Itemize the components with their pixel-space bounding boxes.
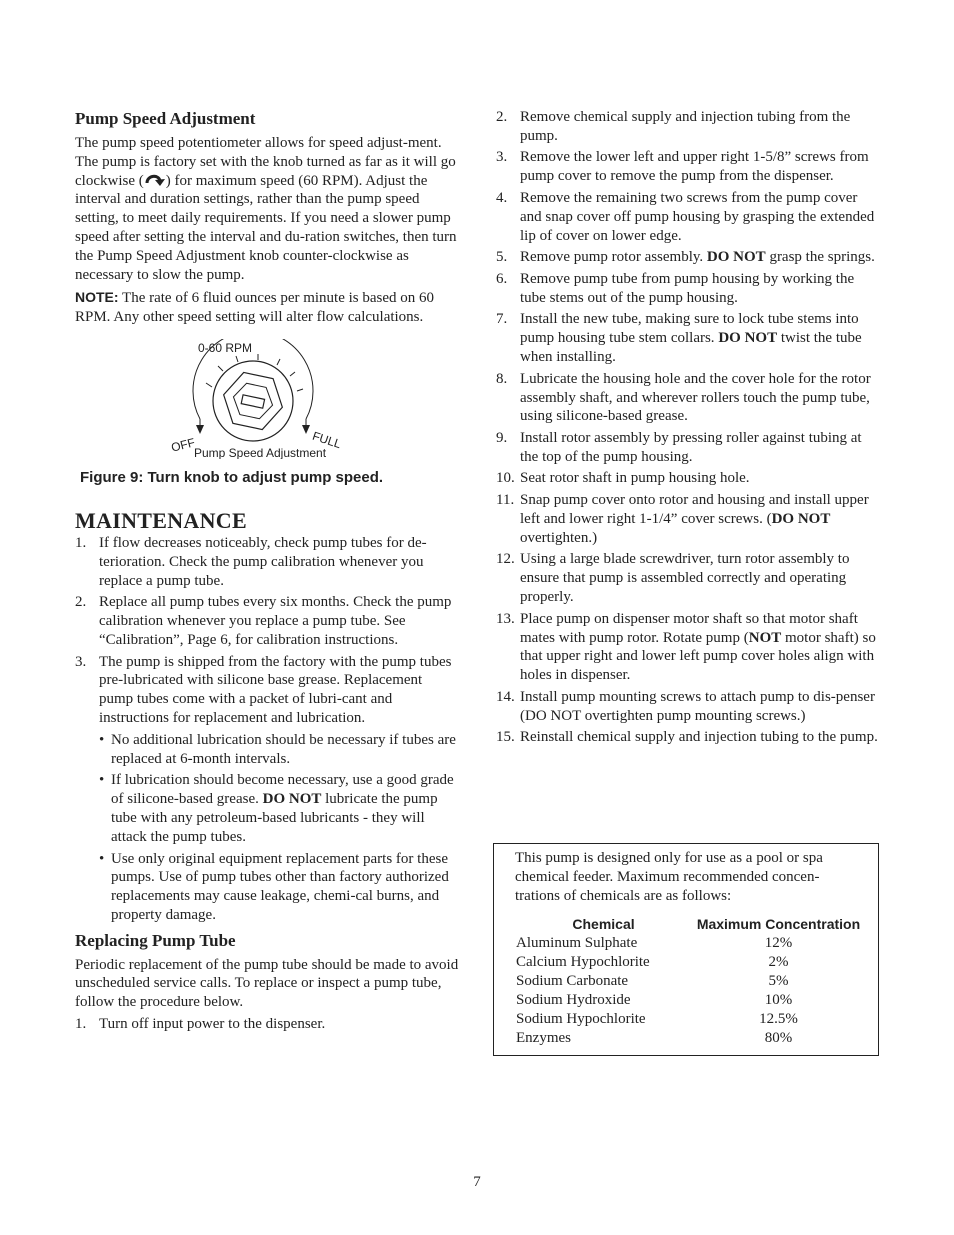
step-number: 9.: [496, 429, 508, 446]
step-number: 12.: [496, 551, 515, 568]
max-cell: 10%: [764, 992, 793, 1008]
step-number: 14.: [496, 688, 515, 705]
step-number: 7.: [496, 311, 508, 328]
right-column: [496, 108, 881, 750]
step-emphasis: DO NOT: [706, 249, 766, 266]
step-text: Turn off input power to the dispenser.: [99, 1016, 326, 1033]
chemical-cell: Sodium Carbonate: [516, 973, 629, 989]
step-item: [496, 270, 881, 308]
step-text: Install pump mounting screws to attach pump to dis-penser (DO NOT overtighten pump mounting screws.): [520, 688, 875, 724]
bullet-text: lubricate the pump tube with any petroleum-based lubricants - they will attack the pump tubes.: [111, 791, 438, 845]
table-row: [516, 972, 866, 991]
step-item: [75, 1015, 460, 1034]
pump-speed-text-a: The pump speed potentiometer allows for speed adjust-ment. The pump is factory set with the knob turned as far as it will go clockwise (: [75, 135, 456, 189]
table-header-row: [516, 915, 866, 934]
step-number: 4.: [496, 189, 508, 206]
pump-speed-heading: Pump Speed Adjustment: [75, 109, 256, 128]
bullet-item: • Use only original equipment replacement parts for these pumps. Use of pump tubes other than factory authorized replacements may cause leakage, chemi-cal burns, and property damage.: [99, 850, 460, 925]
step-item: [496, 610, 881, 685]
step-text: Snap pump cover onto rotor and housing and install upper left and lower right 1-1/4” cover screws. (: [520, 492, 869, 527]
step-text: Remove the remaining two screws from the pump cover and snap cover off pump housing by grasping the extended lip of cover on lower edge.: [520, 189, 875, 244]
step-text: Remove the lower left and upper right 1-5/8” screws from pump cover to remove the pump from the dispenser.: [520, 149, 869, 185]
column-header-max: Maximum Concentration: [696, 916, 861, 932]
pump-speed-paragraph: [75, 134, 460, 284]
step-text: Remove chemical supply and injection tubing from the pump.: [520, 109, 851, 144]
step-number: 8.: [496, 370, 508, 387]
table-row: [516, 1010, 866, 1029]
box-intro: This pump is designed only for use as a pool or spa chemical feeder. Maximum recommended concen-trations of chemicals are as follows:: [515, 850, 823, 904]
step-number: 5.: [496, 249, 508, 266]
bullet-item: [99, 771, 460, 846]
pump-speed-text-b: ) for maximum speed (60 RPM). Adjust the interval and duration settings, rather than the pump speed setting, to meet daily requirements. If you need a slower pump speed after setting the interval and du-ration switches, then turn the Pump Speed Adjustment knob counter-clockwise as necessary to slow the pump.: [75, 172, 457, 283]
step-text: Remove pump rotor assembly.: [520, 249, 707, 266]
step-number: 2.: [496, 109, 508, 125]
clockwise-arrow-icon: [144, 172, 166, 186]
maintenance-item: [75, 534, 460, 590]
bullet-item: • No additional lubrication should be necessary if tubes are replaced at 6-month intervals.: [99, 731, 460, 769]
chemical-cell: Enzymes: [516, 1030, 571, 1046]
max-cell: 12%: [764, 935, 793, 951]
chemical-cell: Sodium Hypochlorite: [516, 1011, 646, 1027]
figure-caption: Figure 9: Turn knob to adjust pump speed.: [80, 468, 384, 486]
chemical-table: [516, 915, 866, 1048]
step-number: 6.: [496, 270, 508, 287]
item-number: 2.: [75, 594, 87, 611]
note-label: NOTE:: [75, 289, 119, 306]
step-text: Install the new tube, making sure to lock tube stems into pump housing tube stem collars.: [520, 311, 859, 347]
step-item: [496, 728, 881, 747]
max-cell: 5%: [768, 973, 789, 989]
replacing-heading: Replacing Pump Tube: [75, 930, 236, 950]
step-item: [496, 550, 881, 606]
table-row: [516, 953, 866, 972]
item-number: 1.: [75, 534, 87, 551]
step-item: [496, 688, 881, 726]
pump-speed-figure: [75, 339, 460, 459]
replacing-intro: Periodic replacement of the pump tube should be made to avoid unscheduled service calls. To replace or inspect a pump tube, follow the procedure below.: [75, 956, 459, 1011]
table-row: [516, 1029, 866, 1048]
pump-speed-adjustment-label: Pump Speed Adjustment: [193, 445, 327, 459]
step-item: [496, 491, 881, 547]
item-number: 3.: [75, 653, 87, 670]
step-item: [496, 148, 881, 186]
step-text: grasp the springs.: [765, 249, 875, 266]
chemical-cell: Calcium Hypochlorite: [516, 954, 650, 970]
replacement-steps: [496, 108, 881, 747]
chemical-concentration-box: [493, 843, 879, 1056]
max-cell: 80%: [764, 1030, 793, 1046]
chemical-cell: Sodium Hydroxide: [516, 992, 631, 1008]
step-text: Reinstall chemical supply and injection tubing to the pump.: [520, 729, 878, 746]
speed-knob-diagram: [75, 339, 460, 459]
step-text: Remove pump tube from pump housing by working the tube stems out of the pump housing.: [520, 270, 855, 306]
replacing-steps: [75, 1015, 460, 1034]
step-text: overtighten.): [520, 529, 598, 546]
step-item: [496, 429, 881, 467]
item-text: If flow decreases noticeably, check pump tubes for de-terioration. Check the pump calibration whenever you replace a pump tube.: [99, 534, 427, 589]
table-row: [516, 991, 866, 1010]
step-text: Seat rotor shaft in pump housing hole.: [520, 470, 750, 487]
off-label: OFF: [169, 435, 197, 455]
left-column: [75, 108, 460, 1037]
step-number: 13.: [496, 610, 515, 627]
note-text: The rate of 6 fluid ounces per minute is based on 60 RPM. Any other speed setting will alter flow calculations.: [75, 290, 435, 326]
step-text: Using a large blade screwdriver, turn rotor assembly to ensure that pump is assembled correctly and operating properly.: [520, 551, 850, 606]
maintenance-item: [75, 593, 460, 649]
bullet-emphasis: DO NOT: [262, 791, 322, 808]
maintenance-heading: MAINTENANCE: [75, 507, 247, 533]
step-item: [496, 310, 881, 366]
item-text: Replace all pump tubes every six months. Check the pump calibration whenever you replace a pump tube. See “Calibration”, Page 6, for calibration instructions.: [99, 594, 452, 648]
item-text: The pump is shipped from the factory with the pump tubes pre-lubricated with silicone base grease. Replacement pump tubes come with a packet of lubri-cant and instructions for replacement and lubrication.: [99, 653, 452, 726]
chemical-cell: Aluminum Sulphate: [516, 935, 638, 951]
max-cell: 12.5%: [759, 1011, 798, 1027]
note-paragraph: [75, 288, 460, 327]
bullet-text: If lubrication should become necessary, use a good grade of silicone-based grease.: [111, 772, 454, 808]
step-item: [496, 248, 881, 267]
lubrication-bullets: [99, 731, 460, 925]
table-row: [516, 934, 866, 953]
step-text: motor shaft) so that upper right and lower left pump cover holes align with holes in dispenser.: [520, 629, 876, 684]
step-text: Lubricate the housing hole and the cover hole for the rotor assembly shaft, and wherever rollers touch the pump tube, using silicone-based grease.: [520, 370, 871, 425]
maintenance-item: [75, 653, 460, 728]
step-emphasis: DO NOT: [718, 330, 778, 347]
full-label: FULL: [310, 428, 343, 452]
step-item: [496, 469, 881, 488]
step-number: 10.: [496, 470, 515, 487]
step-emphasis: NOT: [748, 629, 782, 646]
step-emphasis: DO NOT: [771, 510, 831, 527]
column-header-chemical: Chemical: [572, 916, 635, 932]
maintenance-list: [75, 534, 460, 728]
step-text: Place pump on dispenser motor shaft so that motor shaft mates with pump rotor. Rotate pump (: [520, 610, 858, 646]
step-text: twist the tube when installing.: [520, 330, 862, 366]
max-cell: 2%: [768, 954, 789, 970]
step-text: Install rotor assembly by pressing roller against tubing at the top of the pump housing.: [520, 429, 862, 465]
rpm-label: 0-60 RPM: [197, 340, 253, 355]
step-item: [496, 370, 881, 426]
step-number: 15.: [496, 729, 515, 746]
page-number: 7: [473, 1174, 481, 1190]
step-item: [496, 108, 881, 146]
step-item: [496, 189, 881, 245]
step-number: 3.: [496, 149, 508, 166]
step-number: 11.: [496, 492, 515, 509]
step-number: 1.: [75, 1016, 87, 1033]
